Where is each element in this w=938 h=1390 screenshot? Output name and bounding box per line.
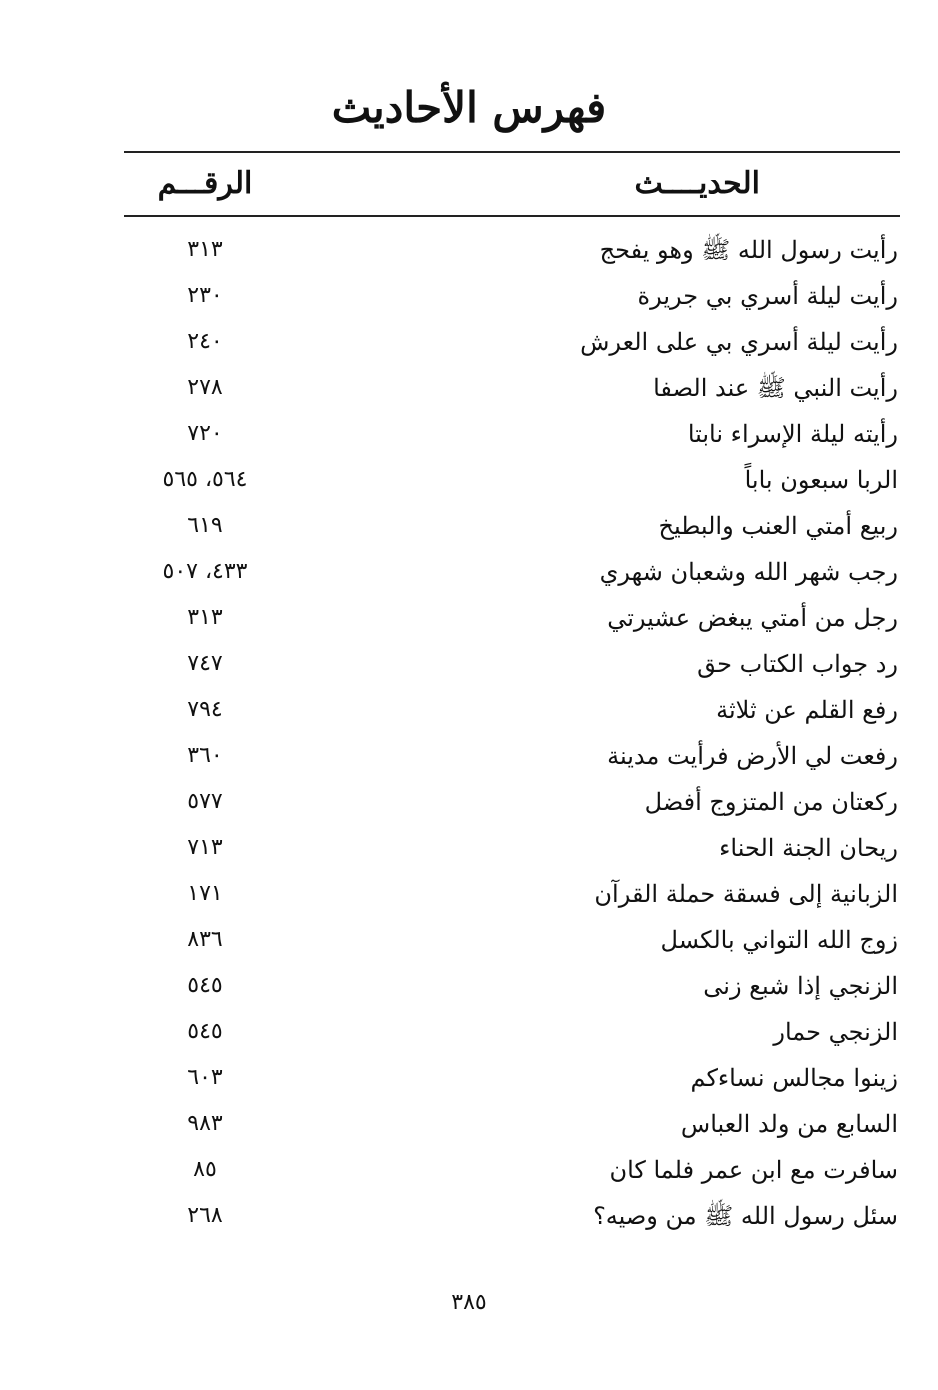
hadith-text: ركعتان من المتزوج أفضل bbox=[644, 788, 898, 816]
hadith-index-list bbox=[124, 227, 900, 1239]
list-item bbox=[124, 595, 900, 641]
list-item bbox=[124, 871, 900, 917]
column-header-number: الرقـــم bbox=[157, 166, 253, 201]
hadith-text: ربيع أمتي العنب والبطيخ bbox=[658, 512, 898, 540]
hadith-number: ٥٤٥ bbox=[187, 973, 223, 998]
hadith-number: ٣١٣ bbox=[187, 237, 223, 262]
hadith-number: ٧٢٠ bbox=[187, 421, 223, 446]
list-item bbox=[124, 825, 900, 871]
hadith-number: ٤٣٣، ٥٠٧ bbox=[162, 559, 248, 584]
hadith-text: رجب شهر الله وشعبان شهري bbox=[599, 558, 898, 586]
hadith-text: الربا سبعون باباً bbox=[744, 466, 898, 494]
list-item bbox=[124, 1193, 900, 1239]
list-item bbox=[124, 779, 900, 825]
list-item bbox=[124, 963, 900, 1009]
hadith-number: ٧٤٧ bbox=[187, 651, 223, 676]
list-item bbox=[124, 687, 900, 733]
list-item bbox=[124, 1009, 900, 1055]
hadith-text: سئل رسول الله ﷺ من وصيه؟ bbox=[593, 1202, 898, 1230]
list-item bbox=[124, 549, 900, 595]
hadith-number: ٥٦٤، ٥٦٥ bbox=[162, 467, 248, 492]
hadith-text: الزنجي حمار bbox=[773, 1018, 898, 1046]
list-item bbox=[124, 319, 900, 365]
hadith-number: ٢٦٨ bbox=[187, 1203, 223, 1228]
hadith-number: ٥٤٥ bbox=[187, 1019, 223, 1044]
list-item bbox=[124, 503, 900, 549]
page-title: فهرس الأحاديث bbox=[331, 83, 607, 132]
hadith-text: الزبانية إلى فسقة حملة القرآن bbox=[594, 880, 898, 908]
list-item bbox=[124, 227, 900, 273]
list-item bbox=[124, 365, 900, 411]
hadith-text: رأيت رسول الله ﷺ وهو يفحج bbox=[599, 236, 898, 264]
hadith-text: الزنجي إذا شبع زنى bbox=[703, 972, 898, 1000]
hadith-text: رأيت النبي ﷺ عند الصفا bbox=[653, 374, 898, 402]
hadith-text: رأيته ليلة الإسراء نابتا bbox=[687, 420, 898, 448]
hadith-text: رد جواب الكتاب حق bbox=[697, 650, 898, 678]
list-item bbox=[124, 411, 900, 457]
hadith-number: ٧٩٤ bbox=[187, 697, 223, 722]
hadith-number: ٦١٩ bbox=[187, 513, 223, 538]
hadith-text: رجل من أمتي يبغض عشيرتي bbox=[607, 604, 898, 632]
hadith-number: ٨٣٦ bbox=[187, 927, 223, 952]
hadith-number: ٢٤٠ bbox=[187, 329, 223, 354]
hadith-number: ٣٦٠ bbox=[187, 743, 223, 768]
page-number: ٣٨٥ bbox=[451, 1290, 487, 1315]
list-item bbox=[124, 1055, 900, 1101]
list-item bbox=[124, 1147, 900, 1193]
list-item bbox=[124, 457, 900, 503]
column-header-hadith: الحديــــث bbox=[634, 166, 760, 201]
list-item bbox=[124, 273, 900, 319]
hadith-number: ٢٧٨ bbox=[187, 375, 223, 400]
header-bottom-rule bbox=[124, 215, 900, 217]
list-item bbox=[124, 733, 900, 779]
hadith-text: رفعت لي الأرض فرأيت مدينة bbox=[607, 742, 898, 770]
hadith-text: رأيت ليلة أسري بي على العرش bbox=[580, 328, 898, 356]
hadith-text: سافرت مع ابن عمر فلما كان bbox=[609, 1156, 898, 1184]
hadith-text: السابع من ولد العباس bbox=[680, 1110, 898, 1138]
list-item bbox=[124, 917, 900, 963]
hadith-text: رأيت ليلة أسري بي جريرة bbox=[637, 282, 898, 310]
hadith-number: ٢٣٠ bbox=[187, 283, 223, 308]
list-item bbox=[124, 1101, 900, 1147]
hadith-number: ٥٧٧ bbox=[187, 789, 223, 814]
hadith-text: رفع القلم عن ثلاثة bbox=[716, 696, 898, 724]
hadith-text: زينوا مجالس نساءكم bbox=[690, 1064, 898, 1092]
hadith-number: ٨٥ bbox=[193, 1157, 217, 1182]
hadith-text: زوج الله التواني بالكسل bbox=[660, 926, 898, 954]
hadith-number: ٦٠٣ bbox=[187, 1065, 223, 1090]
hadith-text: ريحان الجنة الحناء bbox=[719, 834, 898, 862]
hadith-number: ٩٨٣ bbox=[187, 1111, 223, 1136]
header-top-rule bbox=[124, 151, 900, 153]
hadith-number: ١٧١ bbox=[187, 881, 223, 906]
hadith-number: ٣١٣ bbox=[187, 605, 223, 630]
list-item bbox=[124, 641, 900, 687]
hadith-number: ٧١٣ bbox=[187, 835, 223, 860]
